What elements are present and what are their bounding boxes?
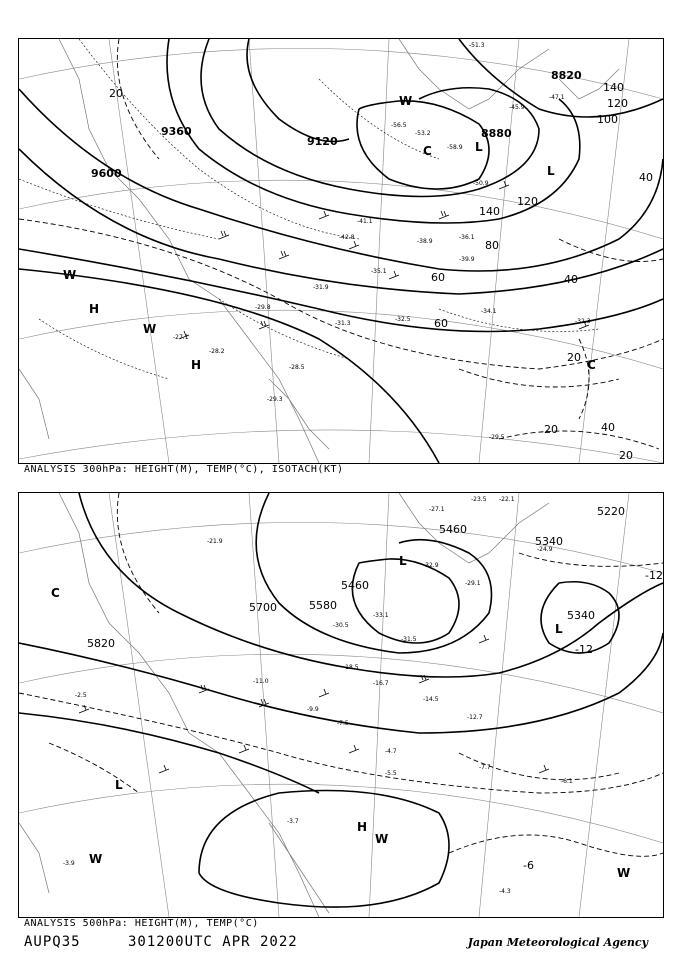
isotach-label: 120 [607, 97, 628, 110]
warm-marker: W [89, 852, 103, 866]
graticule [19, 39, 663, 463]
low-marker: L [399, 554, 407, 568]
low-marker: L [547, 164, 555, 178]
temp-value: -3.7 [287, 818, 299, 825]
isotach-label: 140 [603, 81, 624, 94]
temp-value: -35.1 [371, 268, 387, 275]
temp-value: -41.1 [357, 218, 373, 225]
height-label: 9120 [307, 135, 338, 148]
temperature-samples [63, 496, 573, 895]
temp-value: -51.3 [469, 42, 485, 49]
isotherm-label: -12 [575, 643, 593, 656]
isotach-lines [19, 39, 663, 449]
temp-value: -29.1 [465, 580, 481, 587]
temp-value: -29.8 [255, 304, 271, 311]
temp-value: -38.9 [417, 238, 433, 245]
temp-value: -16.7 [373, 680, 389, 687]
temp-value: -27.1 [173, 334, 189, 341]
temp-value: -22.1 [499, 496, 515, 503]
temp-value: -23.5 [471, 496, 487, 503]
caption-300hpa: ANALYSIS 300hPa: HEIGHT(M), TEMP(°C), ISOTACH(KT) [24, 464, 344, 475]
temp-value: -27.1 [429, 506, 445, 513]
isotach-label: 40 [601, 421, 615, 434]
temp-value: -34.1 [481, 308, 497, 315]
temp-value: -58.9 [447, 144, 463, 151]
agency-name: Japan Meteorological Agency [467, 936, 648, 949]
temp-value: -2.5 [75, 692, 87, 699]
height-label: 9360 [161, 125, 192, 138]
temp-value: -36.1 [459, 234, 475, 241]
high-marker: H [89, 302, 100, 316]
height-label: 5220 [597, 505, 625, 518]
isotach-label: 140 [479, 205, 500, 218]
temp-value: -7.7 [479, 764, 491, 771]
temp-value: -21.9 [207, 538, 223, 545]
isotach-label: 20 [544, 423, 558, 436]
temp-value: -29.5 [489, 434, 505, 441]
temp-value: -29.3 [267, 396, 283, 403]
isotach-label: 100 [597, 113, 618, 126]
temp-value: -3.9 [63, 860, 75, 867]
high-marker: H [357, 820, 368, 834]
map-500hpa-svg [19, 493, 663, 917]
temp-value: -11.0 [253, 678, 269, 685]
height-label: 5700 [249, 601, 277, 614]
height-label: 5820 [87, 637, 115, 650]
warm-marker: W [617, 866, 631, 880]
pressure-systems [51, 554, 630, 880]
temp-value: -50.9 [473, 180, 489, 187]
map-panel-300hpa [18, 38, 664, 464]
height-labels [91, 69, 582, 180]
temp-value: -33.1 [373, 612, 389, 619]
temp-value: -4.7 [385, 748, 397, 755]
height-contours [19, 493, 663, 907]
caption-500hpa: ANALYSIS 500hPa: HEIGHT(M), TEMP(°C) [24, 918, 259, 929]
wind-barbs [79, 635, 549, 773]
isotach-label: 80 [485, 239, 499, 252]
map-panel-500hpa [18, 492, 664, 918]
isotach-label: 40 [564, 273, 578, 286]
temp-value: -12.7 [467, 714, 483, 721]
temp-value: -42.8 [339, 234, 355, 241]
map-300hpa-svg [19, 39, 663, 463]
isotach-label: 20 [619, 449, 633, 462]
height-label: 5340 [535, 535, 563, 548]
high-marker: H [191, 358, 202, 372]
temp-value: -4.3 [499, 888, 511, 895]
isotach-label: 20 [567, 351, 581, 364]
temp-value: -9.9 [307, 706, 319, 713]
temp-value: -30.5 [333, 622, 349, 629]
height-contours [19, 39, 663, 463]
isotherm-label: -6 [523, 859, 534, 872]
temp-value: -47.1 [549, 94, 565, 101]
valid-time: 301200UTC APR 2022 [128, 934, 298, 950]
temp-value: -39.9 [459, 256, 475, 263]
height-label: 5340 [567, 609, 595, 622]
height-labels [87, 505, 625, 650]
temp-value: -32.5 [395, 316, 411, 323]
height-label: 8880 [481, 127, 512, 140]
temp-value: -28.2 [209, 348, 225, 355]
height-label: 9600 [91, 167, 122, 180]
temp-value: -53.2 [415, 130, 431, 137]
cold-marker: C [587, 358, 596, 372]
isotach-label: 40 [639, 171, 653, 184]
temp-value: -31.9 [313, 284, 329, 291]
low-marker: L [115, 778, 123, 792]
warm-marker: W [143, 322, 157, 336]
isotherm-lines [19, 493, 663, 856]
isotherm-label: -12 [645, 569, 663, 582]
temp-value: -28.5 [289, 364, 305, 371]
temp-value: -18.5 [343, 664, 359, 671]
isotach-label: 20 [109, 87, 123, 100]
temp-value: -14.5 [423, 696, 439, 703]
isotach-label: 60 [431, 271, 445, 284]
cold-marker: C [51, 586, 60, 600]
temp-value: -6.1 [561, 778, 573, 785]
temp-value: -31.5 [401, 636, 417, 643]
isotach-label: 60 [434, 317, 448, 330]
temp-value: -45.9 [509, 104, 525, 111]
low-marker: L [475, 140, 483, 154]
warm-marker: W [399, 94, 413, 108]
temp-value: -5.5 [385, 770, 397, 777]
height-label: 5580 [309, 599, 337, 612]
temp-value: -32.9 [423, 562, 439, 569]
chart-code: AUPQ35 [24, 934, 81, 950]
temp-value: -31.3 [335, 320, 351, 327]
height-label: 8820 [551, 69, 582, 82]
graticule [19, 493, 663, 917]
temp-value: -32.3 [575, 318, 591, 325]
temp-value: -24.9 [537, 546, 553, 553]
low-marker: L [555, 622, 563, 636]
cold-marker: C [423, 144, 432, 158]
height-label: 5460 [341, 579, 369, 592]
temp-value: -7.5 [337, 720, 349, 727]
height-label: 5460 [439, 523, 467, 536]
warm-marker: W [63, 268, 77, 282]
warm-marker: W [375, 832, 389, 846]
temp-value: -56.5 [391, 122, 407, 129]
isotach-label: 120 [517, 195, 538, 208]
